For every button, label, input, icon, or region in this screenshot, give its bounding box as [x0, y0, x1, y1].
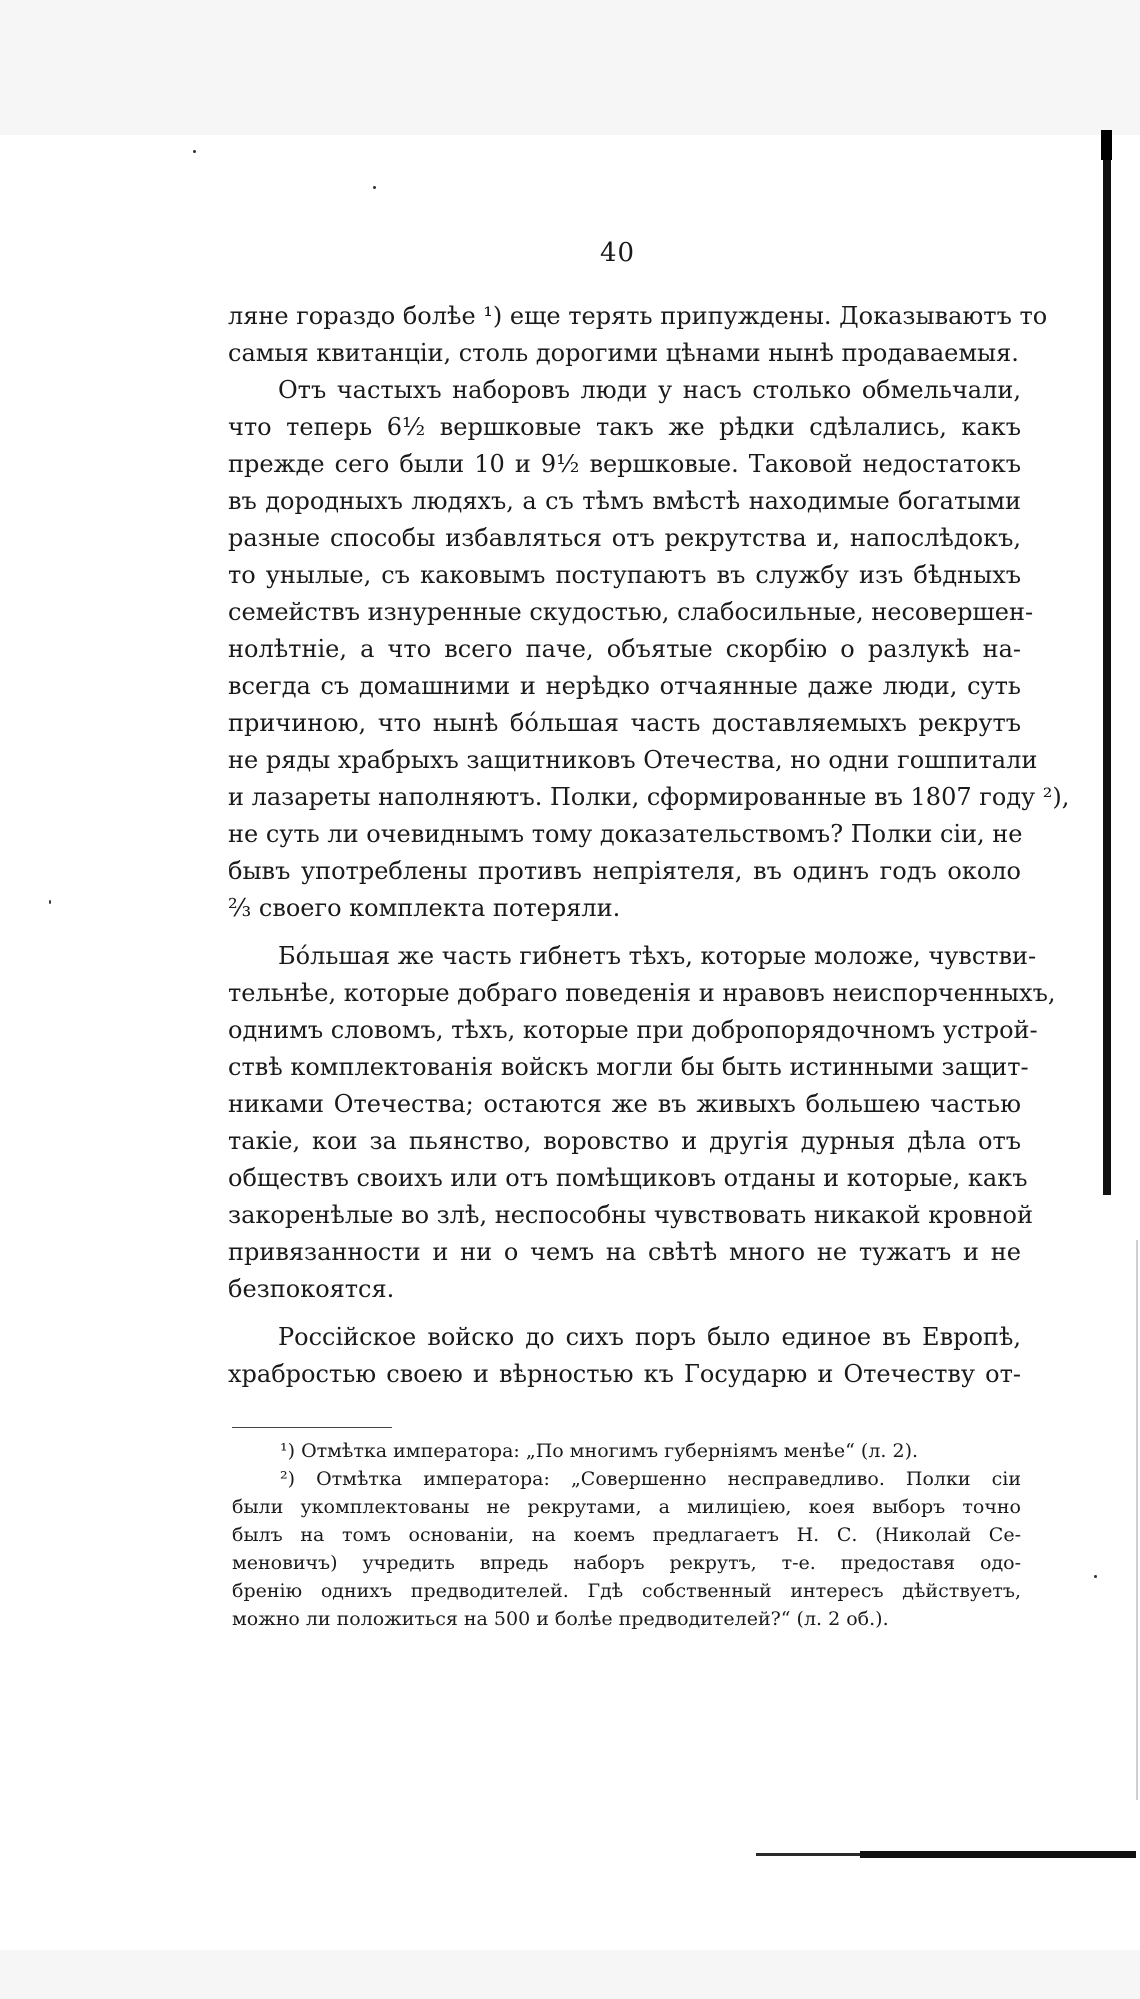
scan-binding-edge-top — [1101, 130, 1112, 160]
footnote-line: можно ли положиться на 500 и болѣе предводителей?“ (л. 2 об.). — [232, 1608, 889, 1630]
text-line: что теперь 6½ вершковые такъ же рѣдки сдѣлались, какъ — [228, 413, 1021, 441]
text-line: такіе, кои за пьянство, воровство и другія дурныя дѣла отъ — [228, 1127, 1021, 1155]
text-line: безпокоятся. — [228, 1275, 395, 1303]
text-line: никами Отечества; остаются же въ живыхъ большею частью — [228, 1090, 1021, 1118]
text-line: нолѣтніе, а что всего паче, объятые скорбію о разлукѣ на- — [228, 635, 1021, 663]
text-line: семействъ изнуренные скудостью, слабосильные, несовершен- — [228, 598, 1034, 626]
text-line: прежде сего были 10 и 9½ вершковые. Таковой недостатокъ — [228, 450, 1021, 478]
scan-speck — [373, 186, 376, 189]
footnote-separator — [232, 1427, 392, 1428]
footnote-line: меновичъ) учредить впредь наборъ рекрутъ, т-е. предоставя одо- — [232, 1552, 1021, 1574]
footnote-line: ²) Отмѣтка императора: „Совершенно несправедливо. Полки сіи — [280, 1468, 1021, 1490]
text-line: ляне гораздо болѣе ¹) еще терять припуждены. Доказываютъ то — [228, 302, 1048, 330]
text-line: тельнѣе, которые добраго поведенія и нравовъ неиспорченныхъ, — [228, 979, 1056, 1007]
footnote-line: ¹) Отмѣтка императора: „По многимъ губерніямъ менѣе“ (л. 2). — [280, 1440, 919, 1462]
text-line: Бо́льшая же часть гибнетъ тѣхъ, которые моложе, чувстви- — [278, 942, 1037, 970]
text-line: ⅔ своего комплекта потеряли. — [228, 894, 621, 922]
text-line: и лазареты наполняютъ. Полки, сформированные въ 1807 году ²), — [228, 783, 1070, 811]
scan-top-margin — [0, 0, 1140, 135]
scan-speck — [193, 150, 196, 153]
footnotes — [232, 1437, 1021, 1633]
scan-speck — [1094, 1575, 1097, 1578]
page-number: 40 — [600, 238, 636, 268]
text-line: обществъ своихъ или отъ помѣщиковъ отданы и которые, какъ — [228, 1164, 1028, 1192]
text-line: разные способы избавляться отъ рекрутства и, напослѣдокъ, — [228, 524, 1021, 552]
scan-speck — [49, 900, 51, 904]
footnote-line: были укомплектованы не рекрутами, а милиціею, коея выборъ точно — [232, 1496, 1021, 1518]
text-line: причиною, что нынѣ бо́льшая часть доставляемыхъ рекрутъ — [228, 709, 1021, 737]
scan-bottom-edge-thick — [860, 1851, 1136, 1858]
text-line: то унылые, съ каковымъ поступаютъ въ службу изъ бѣдныхъ — [228, 561, 1021, 589]
scan-edge-line — [1136, 1240, 1138, 1800]
text-line: Россійское войско до сихъ поръ было единое въ Европѣ, — [278, 1323, 1021, 1351]
main-text — [228, 298, 1070, 1393]
text-line: бывъ употреблены противъ непріятеля, въ одинъ годъ около — [228, 857, 1021, 885]
text-line: самыя квитанціи, столь дорогими цѣнами нынѣ продаваемыя. — [228, 339, 1019, 367]
scan-bottom-margin — [0, 1950, 1140, 1999]
text-line: не суть ли очевиднымъ тому доказательствомъ? Полки сіи, не — [228, 820, 1023, 848]
footnote-line: бренію однихъ предводителей. Гдѣ собственный интересъ дѣйствуетъ, — [232, 1580, 1021, 1602]
text-line: всегда съ домашними и нерѣдко отчаянные даже люди, суть — [228, 672, 1021, 700]
text-line: Отъ частыхъ наборовъ люди у насъ столько обмельчали, — [278, 376, 1021, 404]
text-line: храбростью своею и вѣрностью къ Государю и Отечеству от- — [228, 1360, 1021, 1388]
text-line: не ряды храбрыхъ защитниковъ Отечества, но одни гошпитали — [228, 746, 1038, 774]
text-line: ствѣ комплектованія войскъ могли бы быть истинными защит- — [228, 1053, 1029, 1081]
scan-binding-edge — [1103, 130, 1111, 1195]
footnote-line: былъ на томъ основаніи, на коемъ предлагаетъ Н. С. (Николай Се- — [232, 1524, 1021, 1546]
text-line: въ дородныхъ людяхъ, а съ тѣмъ вмѣстѣ находимые богатыми — [228, 487, 1021, 515]
text-line: однимъ словомъ, тѣхъ, которые при добропорядочномъ устрой- — [228, 1016, 1038, 1044]
text-line: закоренѣлые во злѣ, неспособны чувствовать никакой кровной — [228, 1201, 1033, 1229]
text-line: привязанности и ни о чемъ на свѣтѣ много не тужатъ и не — [228, 1238, 1021, 1266]
